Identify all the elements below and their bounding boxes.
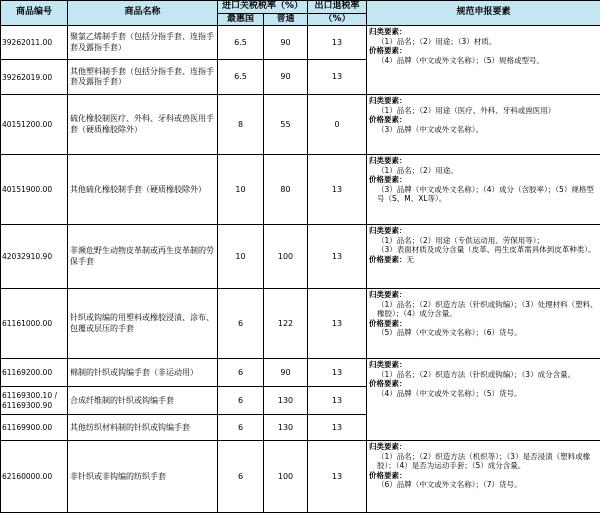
spec-cell	[367, 289, 600, 359]
general-rate: 122	[264, 289, 308, 359]
classification-text: （1）品名；（2）用途（专供运动用、劳保用等）；	[377, 235, 545, 245]
classification-label: 归类要素：	[369, 156, 407, 166]
table-row	[1, 95, 600, 155]
general-rate: 90	[264, 359, 308, 387]
product-name: 其他硫化橡胶制手套（硬质橡胶除外）	[68, 155, 218, 225]
general-rate: 55	[264, 95, 308, 155]
mfn-rate: 10	[218, 155, 264, 225]
rebate-rate: 13	[308, 26, 367, 60]
table-row	[1, 26, 600, 60]
hs-code: 39262019.00	[1, 60, 68, 95]
price-line	[369, 255, 414, 264]
hs-code: 40151900.00	[1, 155, 68, 225]
classification-label: 归类要素：	[369, 360, 407, 370]
mfn-rate: 6.5	[218, 26, 264, 60]
spec-cell	[367, 95, 600, 155]
product-name: 合成纤维制的针织或钩编手套	[68, 387, 218, 415]
rebate-rate: 13	[308, 415, 367, 441]
rebate-rate: 13	[308, 359, 367, 387]
classification-label: 归类要素：	[369, 442, 407, 452]
mfn-rate: 6	[218, 289, 264, 359]
rebate-rate: 13	[308, 441, 367, 513]
price-label: 价格要素：	[369, 254, 407, 264]
general-rate: 90	[264, 26, 308, 60]
price-label: 价格要素：	[369, 318, 407, 328]
hs-code: 61169300.10 / 61169300.90	[1, 387, 68, 415]
product-name: 硫化橡胶制医疗、外科、牙科或兽医用手套（硬质橡胶除外）	[68, 95, 218, 155]
general-rate: 100	[264, 225, 308, 289]
product-name: 针织或钩编的用塑料或橡胶浸渍、涂布、包覆或层压的手套	[68, 289, 218, 359]
mfn-rate: 10	[218, 225, 264, 289]
classification-text: （1）品名；（2）用途；（3）材质。	[377, 36, 497, 46]
header-general: 普通	[264, 13, 308, 26]
hs-code: 62160000.00	[1, 441, 68, 513]
hs-code: 40151200.00	[1, 95, 68, 155]
hs-code: 39262011.00	[1, 26, 68, 60]
classification-text-2: （3）表面材质及成分含量（皮革、再生皮革需具体到皮革种类）。	[377, 245, 596, 255]
header-export-rebate-unit: （%）	[308, 13, 367, 26]
general-rate: 80	[264, 155, 308, 225]
mfn-rate: 6.5	[218, 60, 264, 95]
rebate-rate: 13	[308, 387, 367, 415]
mfn-rate: 6	[218, 387, 264, 415]
rebate-rate: 0	[308, 95, 367, 155]
header-spec: 规范申报要素	[367, 1, 600, 26]
classification-label: 归类要素：	[369, 290, 407, 300]
header-mfn: 最惠国	[218, 13, 264, 26]
table-row	[1, 289, 600, 359]
header-import-rate: 进口关税税率（%）	[218, 1, 308, 14]
product-name: 非针织或非钩编的纺织手套	[68, 441, 218, 513]
rebate-rate: 13	[308, 60, 367, 95]
product-name: 其他塑料制手套（包括分指手套、连指手套及露指手套）	[68, 60, 218, 95]
price-text: （6）品牌（中文或外文名称）；（7）货号。	[377, 479, 522, 489]
product-name: 其他纺织材料制的针织或钩编手套	[68, 415, 218, 441]
classification-label: 归类要素：	[369, 96, 407, 106]
price-text: （4）品牌（中文或外文名称）；（5）规格或型号。	[377, 55, 545, 65]
price-label: 价格要素：	[369, 379, 407, 389]
table-row	[1, 225, 600, 289]
classification-text: （1）品名；（2）用途（医疗、外科、牙科或兽医用）	[377, 105, 556, 115]
mfn-rate: 6	[218, 359, 264, 387]
price-text: （3）品牌（中文或外文名称）。	[377, 124, 484, 134]
classification-text: （1）品名；（2）织造方法（针织或钩编）；（3）处理材料（塑料、橡胶）；（4）成分含量。	[377, 299, 598, 319]
price-text: （3）品牌（中文或外文名称）；（4）成分（含胶率）；（5）规格型号（S、M、XL等）。	[377, 184, 594, 203]
hs-code: 61169900.00	[1, 415, 68, 441]
table-row	[1, 359, 600, 387]
rebate-rate: 13	[308, 155, 367, 225]
general-rate: 100	[264, 441, 308, 513]
classification-label: 归类要素：	[369, 226, 407, 236]
classification-label: 归类要素：	[369, 27, 407, 37]
price-label: 价格要素：	[369, 115, 407, 125]
table-row	[1, 441, 600, 513]
hs-code: 61161000.00	[1, 289, 68, 359]
table-row	[1, 155, 600, 225]
price-label: 价格要素：	[369, 175, 407, 185]
spec-cell	[367, 26, 600, 95]
rebate-rate: 13	[308, 289, 367, 359]
rebate-rate: 13	[308, 225, 367, 289]
spec-cell	[367, 441, 600, 513]
product-name: 聚氯乙烯制手套（包括分指手套、连指手套及露指手套）	[68, 26, 218, 60]
price-label: 价格要素：	[369, 46, 407, 56]
hs-code: 42032910.90	[1, 225, 68, 289]
general-rate: 90	[264, 60, 308, 95]
spec-cell	[367, 155, 600, 225]
price-text: 无	[406, 254, 414, 264]
mfn-rate: 6	[218, 441, 264, 513]
mfn-rate: 8	[218, 95, 264, 155]
header-name: 商品名称	[68, 1, 218, 26]
hs-code: 61169200.00	[1, 359, 68, 387]
spec-cell	[367, 225, 600, 289]
spec-cell	[367, 359, 600, 441]
mfn-rate: 6	[218, 415, 264, 441]
price-label: 价格要素：	[369, 470, 407, 480]
product-name: 棉制的针织或钩编手套（非运动用）	[68, 359, 218, 387]
classification-text: （1）品名；（2）织造方法（机织等）；（3）是否浸渍（塑料或橡胶）；（4）是否为运动手套；（5）成分含量。	[377, 451, 591, 471]
product-name: 非濒危野生动物皮革制或再生皮革制的劳保手套	[68, 225, 218, 289]
classification-text: （1）品名；（2）织造方法（针织或钩编）；（3）成分含量。	[377, 369, 576, 379]
header-export-rebate: 出口退税率	[308, 1, 367, 14]
price-text: （5）品牌（中文或外文名称）；（6）货号。	[377, 327, 522, 337]
price-text: （4）品牌（中文或外文名称）；（5）货号。	[377, 388, 522, 398]
classification-text: （1）品名；（2）用途。	[377, 165, 458, 175]
general-rate: 130	[264, 415, 308, 441]
general-rate: 130	[264, 387, 308, 415]
header-code: 商品编号	[1, 1, 68, 26]
